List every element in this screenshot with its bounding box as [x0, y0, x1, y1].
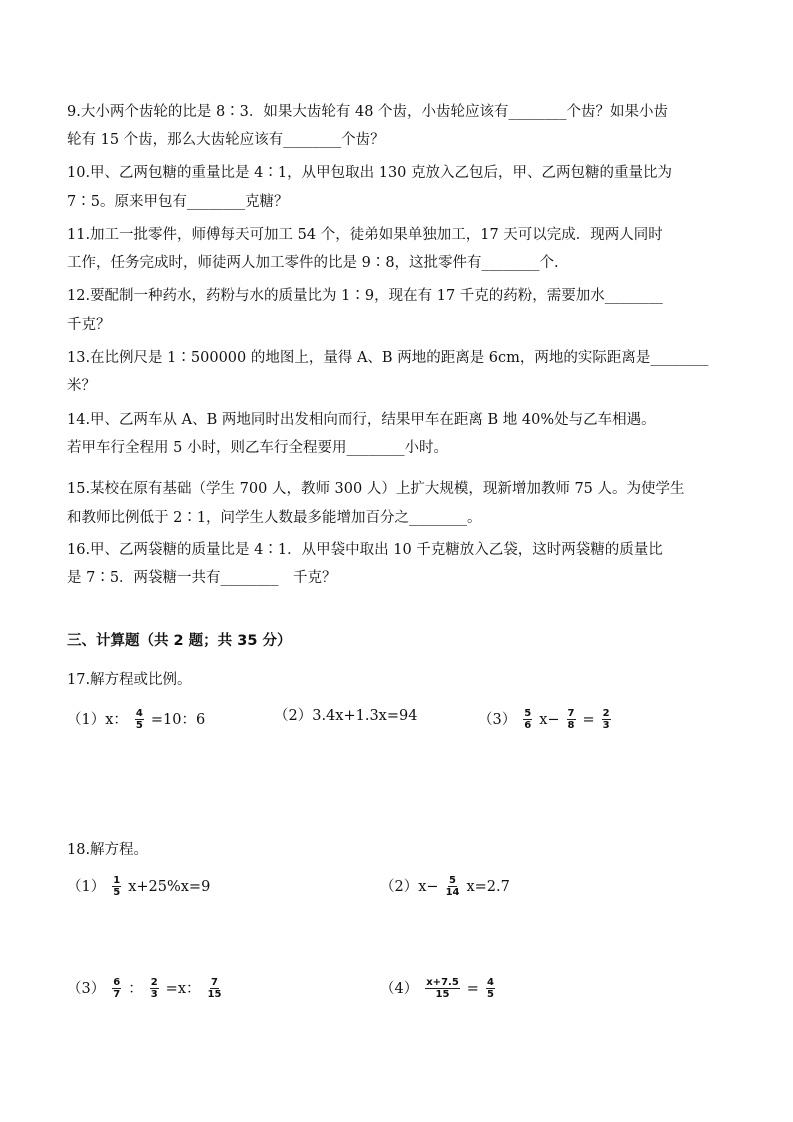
- q17-eq2: （2）3.4x+1.3x=94: [274, 708, 418, 724]
- question-line: 12.要配制一种药水，药粉与水的质量比为 1∶9，现在有 17 千克的药粉，需要加水________: [67, 288, 663, 304]
- q17-eq1: （1）x： $\frac{4}{5}$ =10：6: [67, 708, 206, 731]
- question-line: 工作，任务完成时，师徒两人加工零件的比是 9∶8，这批零件有________个.: [67, 255, 559, 271]
- question-line: 是 7∶5．两袋糖一共有________ 千克？: [67, 570, 337, 586]
- q18-eq2: （2）x− $\frac{5}{14}$ x=2.7: [380, 875, 510, 898]
- section-title: 三、计算题（共 2 题；共 35 分）: [67, 633, 292, 649]
- q18-eq3: （3） 6 7 ： $\frac{2}{3}$ =x： 7 15: [67, 977, 222, 1000]
- q18-eq1: （1） 1 5 x+25%x=9: [67, 875, 211, 898]
- question-line: 15.某校在原有基础（学生 700 人，教师 300 人）上扩大规模，现新增加教师 75 人。为使学生: [67, 481, 685, 497]
- question-line: 若甲车行全程用 5 小时，则乙车行全程要用________小时。: [67, 440, 448, 456]
- question-line: 11.加工一批零件，师傅每天可加工 54 个，徒弟如果单独加工，17 天可以完成．现两人同时: [67, 227, 663, 243]
- q17-eq3: （3） 5 6 x− $\frac{7}{8}$ = $\frac{2}{3}$: [478, 708, 610, 731]
- question-line: 9.大小两个齿轮的比是 8∶3．如果大齿轮有 48 个齿，小齿轮应该有________个齿？如果小齿: [67, 104, 669, 120]
- question-line: 轮有 15 个齿，那么大齿轮应该有________个齿？: [67, 132, 385, 148]
- question-line: 14.甲、乙两车从 A、B 两地同时出发相向而行，结果甲车在距离 B 地 40%处与乙车相遇。: [67, 412, 656, 428]
- question-line: 13.在比例尺是 1∶500000 的地图上，量得 A、B 两地的距离是 6cm，两地的实际距离是________: [67, 350, 709, 366]
- question-line: 10.甲、乙两包糖的重量比是 4∶1，从甲包取出 130 克放入乙包后，甲、乙两包糖的重量比为: [67, 165, 673, 181]
- question-line: 16.甲、乙两袋糖的质量比是 4∶1．从甲袋中取出 10 千克糖放入乙袋，这时两袋糖的质量比: [67, 542, 663, 558]
- question-line: 和教师比例低于 2∶1，问学生人数最多能增加百分之________。: [67, 510, 482, 526]
- q18-eq4: （4） $\frac{x+7.5}{15}$ = $\frac{4}{5}$: [380, 977, 494, 1000]
- q18-title: 18.解方程。: [67, 842, 149, 858]
- question-line: 千克？: [67, 317, 111, 333]
- question-line: 米？: [67, 378, 96, 394]
- q17-title: 17.解方程或比例。: [67, 672, 192, 688]
- question-line: 7∶5。原来甲包有________克糖？: [67, 194, 289, 210]
